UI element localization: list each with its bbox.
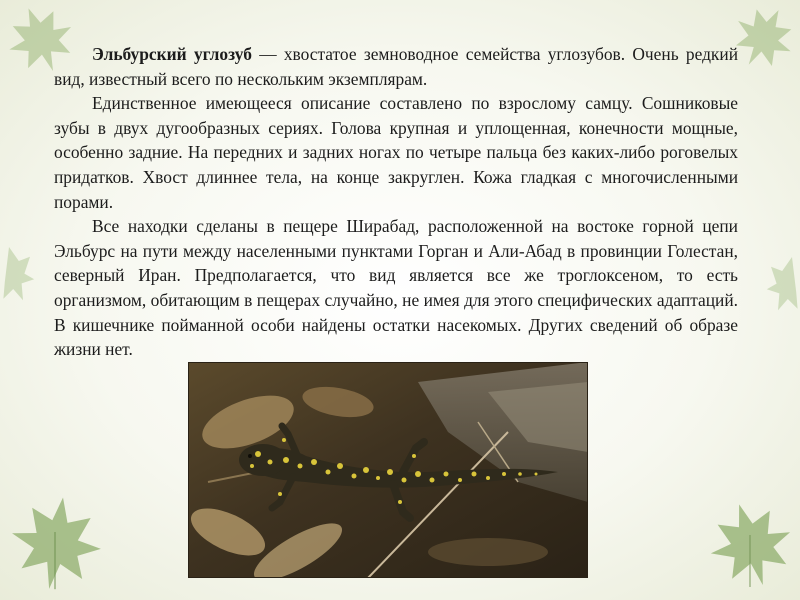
maple-leaf-icon <box>756 250 800 320</box>
paragraph-intro <box>54 42 738 91</box>
paragraph-habitat: Все находки сделаны в пещере Ширабад, расположенной на востоке горной цепи Эльбурс на пути между населенными пунктами Горган и Али-Абад в провинции Голестан, северный Иран. Предполагается, что вид является все же троглоксеном, то есть организмом, обитающим в пещерах случайно, не имея для этого специфических адаптаций. В кишечнике пойманной особи найдены остатки насекомых. Других сведений об образе жизни нет. <box>54 216 738 360</box>
maple-leaf-icon <box>700 490 800 600</box>
salamander-photo <box>188 362 588 578</box>
species-name: Эльбурский углозуб <box>92 44 252 64</box>
intro-text: — хвостатое земноводное семейства углозубов. Очень редкий вид, известный всего по нескольким экземплярам. <box>54 44 738 89</box>
maple-leaf-icon <box>0 240 46 310</box>
paragraph-description: Единственное имеющееся описание составлено по взрослому самцу. Сошниковые зубы в двух дугообразных сериях. Голова крупная и уплощенная, конечности мощные, особенно задние. На передних и задних ногах по четыре пальца без каких-либо роговелых придатков. Хвост длиннее тела, на конце закруглен. Кожа гладкая с многочисленными порами. <box>54 93 738 212</box>
maple-leaf-icon <box>0 486 110 600</box>
article-text <box>54 42 738 362</box>
